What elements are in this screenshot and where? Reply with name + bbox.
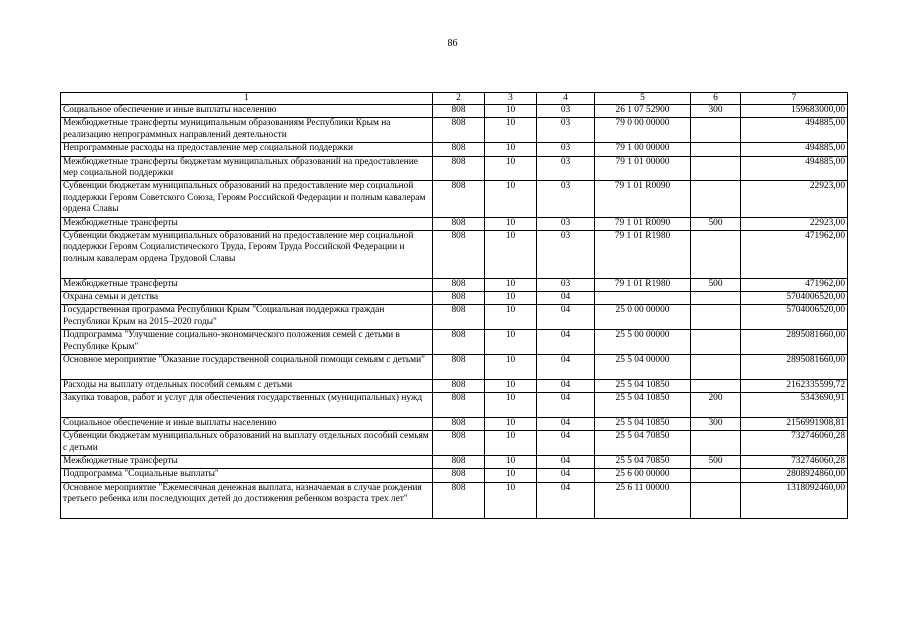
row-expense-type-cell [691, 330, 741, 355]
row-amount-cell: 1318092460,00 [741, 482, 848, 518]
column-header: 5 [595, 93, 691, 105]
column-header: 1 [61, 93, 433, 105]
row-section-cell: 10 [485, 278, 537, 291]
row-expense-type-cell: 500 [691, 456, 741, 469]
row-section-cell: 10 [485, 482, 537, 518]
row-name-cell: Подпрограмма "Социальные выплаты" [61, 469, 433, 482]
row-expense-type-cell: 500 [691, 217, 741, 230]
row-target-cell: 25 5 04 00000 [595, 354, 691, 379]
row-amount-cell: 494885,00 [741, 118, 848, 143]
row-name-cell: Субвенции бюджетам муниципальных образований на предоставление мер социальной поддержки Героям Советского Союза, Героям Российской Федерации и полным кавалерам ордена Славы [61, 181, 433, 217]
row-expense-type-cell: 500 [691, 278, 741, 291]
row-subsection-cell: 04 [537, 291, 595, 304]
row-code-cell: 808 [433, 393, 485, 418]
row-amount-cell: 2895081660,00 [741, 354, 848, 379]
table-row [61, 305, 848, 330]
row-code-cell: 808 [433, 118, 485, 143]
row-expense-type-cell [691, 118, 741, 143]
row-expense-type-cell [691, 230, 741, 278]
row-subsection-cell: 03 [537, 143, 595, 156]
row-target-cell: 25 5 04 10850 [595, 393, 691, 418]
row-name-cell: Социальное обеспечение и иные выплаты населению [61, 105, 433, 118]
row-expense-type-cell [691, 431, 741, 456]
row-subsection-cell: 03 [537, 118, 595, 143]
table-row [61, 431, 848, 456]
column-header: 6 [691, 93, 741, 105]
row-name-cell: Государственная программа Республики Крым "Социальная поддержка граждан Республики Крым на 2015–2020 годы" [61, 305, 433, 330]
row-section-cell: 10 [485, 156, 537, 181]
row-amount-cell: 471962,00 [741, 278, 848, 291]
row-section-cell: 10 [485, 118, 537, 143]
row-target-cell: 26 1 07 52900 [595, 105, 691, 118]
table-row [61, 217, 848, 230]
row-code-cell: 808 [433, 181, 485, 217]
row-target-cell: 25 5 04 70850 [595, 456, 691, 469]
table-row [61, 417, 848, 430]
row-target-cell: 25 5 00 00000 [595, 330, 691, 355]
row-subsection-cell: 04 [537, 379, 595, 392]
row-section-cell: 10 [485, 105, 537, 118]
row-subsection-cell: 04 [537, 417, 595, 430]
row-subsection-cell: 04 [537, 305, 595, 330]
table-row [61, 105, 848, 118]
row-name-cell: Межбюджетные трансферты муниципальным образованиям Республики Крым на реализацию непрограммных направлений деятельности [61, 118, 433, 143]
row-section-cell: 10 [485, 379, 537, 392]
row-expense-type-cell: 200 [691, 393, 741, 418]
row-code-cell: 808 [433, 417, 485, 430]
row-section-cell: 10 [485, 417, 537, 430]
row-target-cell: 79 1 01 R1980 [595, 278, 691, 291]
row-name-cell: Межбюджетные трансферты [61, 217, 433, 230]
row-target-cell: 79 1 01 R0090 [595, 217, 691, 230]
row-expense-type-cell [691, 291, 741, 304]
row-code-cell: 808 [433, 105, 485, 118]
row-target-cell: 79 0 00 00000 [595, 118, 691, 143]
row-target-cell: 79 1 01 R0090 [595, 181, 691, 217]
row-code-cell: 808 [433, 431, 485, 456]
row-expense-type-cell [691, 156, 741, 181]
row-name-cell: Основное мероприятие "Ежемесячная денежная выплата, назначаемая в случае рождения третьего ребенка или последующих детей до достижения ребенком возраста трех лет" [61, 482, 433, 518]
row-section-cell: 10 [485, 143, 537, 156]
row-amount-cell: 2895081660,00 [741, 330, 848, 355]
row-target-cell: 25 5 04 10850 [595, 379, 691, 392]
row-code-cell: 808 [433, 469, 485, 482]
table-row [61, 143, 848, 156]
row-amount-cell: 5343690,91 [741, 393, 848, 418]
row-subsection-cell: 03 [537, 230, 595, 278]
row-target-cell: 79 1 01 R1980 [595, 230, 691, 278]
row-expense-type-cell [691, 354, 741, 379]
row-amount-cell: 2808924860,00 [741, 469, 848, 482]
row-section-cell: 10 [485, 291, 537, 304]
row-code-cell: 808 [433, 230, 485, 278]
row-amount-cell: 22923,00 [741, 181, 848, 217]
row-subsection-cell: 03 [537, 278, 595, 291]
row-subsection-cell: 04 [537, 456, 595, 469]
row-name-cell: Социальное обеспечение и иные выплаты населению [61, 417, 433, 430]
row-amount-cell: 732746060,28 [741, 456, 848, 469]
table-row [61, 230, 848, 278]
row-amount-cell: 732746060,28 [741, 431, 848, 456]
budget-table [60, 92, 848, 519]
row-target-cell: 25 5 04 70850 [595, 431, 691, 456]
row-subsection-cell: 04 [537, 393, 595, 418]
row-amount-cell: 22923,00 [741, 217, 848, 230]
row-target-cell: 25 0 00 00000 [595, 305, 691, 330]
row-section-cell: 10 [485, 431, 537, 456]
row-name-cell: Межбюджетные трансферты [61, 278, 433, 291]
row-target-cell: 25 6 11 00000 [595, 482, 691, 518]
row-code-cell: 808 [433, 305, 485, 330]
row-name-cell: Расходы на выплату отдельных пособий семьям с детьми [61, 379, 433, 392]
row-amount-cell: 494885,00 [741, 143, 848, 156]
row-name-cell: Межбюджетные трансферты [61, 456, 433, 469]
row-name-cell: Основное мероприятие "Оказание государственной социальной помощи семьям с детьми" [61, 354, 433, 379]
table-row [61, 330, 848, 355]
table-body [61, 105, 848, 519]
row-section-cell: 10 [485, 217, 537, 230]
row-code-cell: 808 [433, 217, 485, 230]
row-amount-cell: 5704006520,00 [741, 291, 848, 304]
row-subsection-cell: 03 [537, 181, 595, 217]
page-number: 86 [447, 38, 458, 49]
row-subsection-cell: 04 [537, 469, 595, 482]
row-section-cell: 10 [485, 181, 537, 217]
row-expense-type-cell [691, 305, 741, 330]
row-section-cell: 10 [485, 393, 537, 418]
row-amount-cell: 471962,00 [741, 230, 848, 278]
table-row [61, 156, 848, 181]
table-row [61, 379, 848, 392]
row-section-cell: 10 [485, 456, 537, 469]
table-header-row [61, 93, 848, 105]
column-header: 4 [537, 93, 595, 105]
row-code-cell: 808 [433, 156, 485, 181]
row-subsection-cell: 03 [537, 217, 595, 230]
row-code-cell: 808 [433, 330, 485, 355]
table-row [61, 278, 848, 291]
row-subsection-cell: 04 [537, 330, 595, 355]
row-subsection-cell: 04 [537, 431, 595, 456]
row-expense-type-cell [691, 181, 741, 217]
row-expense-type-cell [691, 469, 741, 482]
column-header: 7 [741, 93, 848, 105]
row-section-cell: 10 [485, 469, 537, 482]
row-name-cell: Закупка товаров, работ и услуг для обеспечения государственных (муниципальных) нужд [61, 393, 433, 418]
row-expense-type-cell [691, 379, 741, 392]
row-target-cell: 79 1 01 00000 [595, 156, 691, 181]
row-subsection-cell: 04 [537, 482, 595, 518]
table-row [61, 354, 848, 379]
row-target-cell: 25 6 00 00000 [595, 469, 691, 482]
table-row [61, 469, 848, 482]
row-name-cell: Межбюджетные трансферты бюджетам муниципальных образований на предоставление мер социальной поддержки [61, 156, 433, 181]
row-code-cell: 808 [433, 143, 485, 156]
row-amount-cell: 2162335599,72 [741, 379, 848, 392]
row-expense-type-cell: 300 [691, 105, 741, 118]
table-row [61, 181, 848, 217]
row-target-cell: 25 5 04 10850 [595, 417, 691, 430]
table-row [61, 393, 848, 418]
row-code-cell: 808 [433, 354, 485, 379]
row-expense-type-cell [691, 143, 741, 156]
row-subsection-cell: 03 [537, 156, 595, 181]
row-section-cell: 10 [485, 230, 537, 278]
row-code-cell: 808 [433, 278, 485, 291]
row-amount-cell: 5704006520,00 [741, 305, 848, 330]
row-code-cell: 808 [433, 456, 485, 469]
row-name-cell: Непрограммные расходы на предоставление мер социальной поддержки [61, 143, 433, 156]
row-code-cell: 808 [433, 291, 485, 304]
row-name-cell: Охрана семьи и детства [61, 291, 433, 304]
row-target-cell: 79 1 00 00000 [595, 143, 691, 156]
table-row [61, 456, 848, 469]
table-row [61, 291, 848, 304]
row-section-cell: 10 [485, 305, 537, 330]
row-amount-cell: 159683000,00 [741, 105, 848, 118]
row-expense-type-cell: 300 [691, 417, 741, 430]
row-subsection-cell: 04 [537, 354, 595, 379]
row-name-cell: Субвенции бюджетам муниципальных образований на предоставление мер социальной поддержки Героям Социалистического Труда, Героям Труда Российской Федерации и полным кавалерам ордена Трудовой Славы [61, 230, 433, 278]
row-amount-cell: 2156991908,81 [741, 417, 848, 430]
row-name-cell: Подпрограмма "Улучшение социально-экономического положения семей с детьми в Республике Крым" [61, 330, 433, 355]
column-header: 3 [485, 93, 537, 105]
row-amount-cell: 494885,00 [741, 156, 848, 181]
row-code-cell: 808 [433, 379, 485, 392]
row-code-cell: 808 [433, 482, 485, 518]
row-target-cell [595, 291, 691, 304]
row-expense-type-cell [691, 482, 741, 518]
row-subsection-cell: 03 [537, 105, 595, 118]
table-row [61, 118, 848, 143]
column-header: 2 [433, 93, 485, 105]
table-row [61, 482, 848, 518]
row-section-cell: 10 [485, 330, 537, 355]
row-name-cell: Субвенции бюджетам муниципальных образований на выплату отдельных пособий семьям с детьми [61, 431, 433, 456]
row-section-cell: 10 [485, 354, 537, 379]
